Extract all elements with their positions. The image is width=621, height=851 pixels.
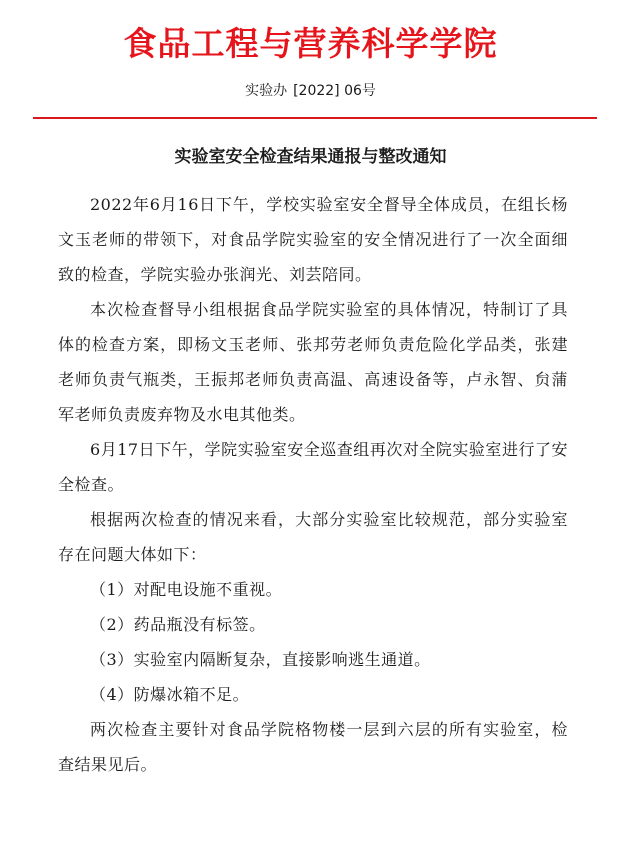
paragraph: 6月17日下午，学院实验室安全巡查组再次对全院实验室进行了安全检查。	[58, 440, 568, 494]
header-divider	[33, 117, 597, 119]
notice-title: 实验室安全检查结果通报与整改通知	[174, 147, 447, 167]
organization-name: 食品工程与营养科学学院	[123, 24, 498, 63]
notice-body	[58, 187, 568, 782]
paragraph: 本次检查督导小组根据食品学院实验室的具体情况，特制订了具体的检查方案，即杨文玉老师、张邦劳老师负责危险化学品类，张建老师负责气瓶类，王振邦老师负责高温、高速设备等，卢永智、贠蒲军老师负责废弃物及水电其他类。	[58, 300, 568, 424]
list-item: （3）实验室内隔断复杂，直接影响逃生通道。	[90, 650, 431, 669]
paragraph: 2022年6月16日下午，学校实验室安全督导全体成员，在组长杨文玉老师的带领下，对食品学院实验室的安全情况进行了一次全面细致的检查，学院实验办张润光、刘芸陪同。	[58, 195, 568, 284]
list-item: （2）药品瓶没有标签。	[90, 615, 266, 634]
document-prefix: 实验办	[245, 83, 288, 99]
paragraph: 根据两次检查的情况来看，大部分实验室比较规范，部分实验室存在问题大体如下：	[58, 510, 568, 564]
paragraph: 两次检查主要针对食品学院格物楼一层到六层的所有实验室，检查结果见后。	[58, 720, 568, 774]
document-number-line	[0, 81, 621, 101]
document-number: [2022] 06号	[293, 83, 376, 99]
list-item: （4）防爆冰箱不足。	[90, 685, 250, 704]
list-item: （1）对配电设施不重视。	[90, 580, 283, 599]
